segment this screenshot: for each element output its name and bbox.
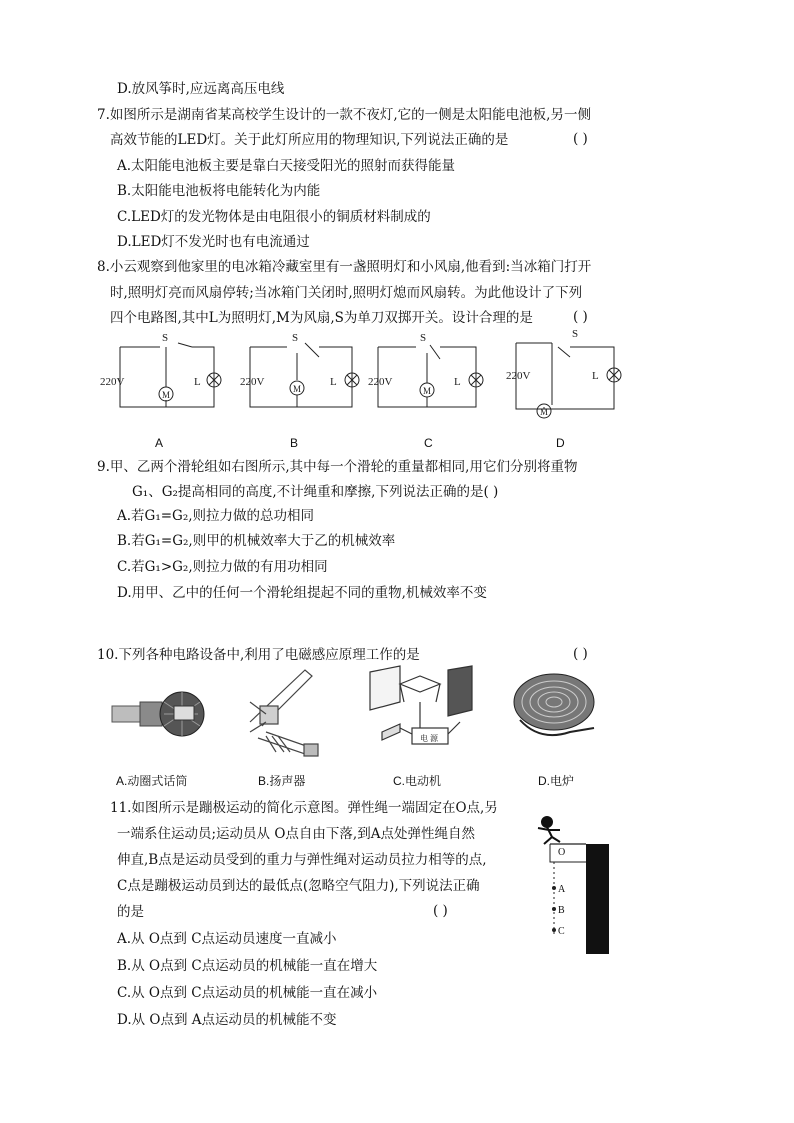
point-a-label: A (558, 884, 566, 895)
circuit-d-lamp-label: L (592, 370, 599, 382)
q11-stem-line2: 一端系住运动员;运动员从 O点自由下落,到A点处弹性绳自然 (117, 826, 475, 842)
jumper-figure (538, 817, 560, 844)
q9-option-d: D.用甲、乙中的任何一个滑轮组提起不同的重物,机械效率不变 (117, 585, 487, 601)
circuit-d-motor-label: M (540, 407, 549, 417)
microphone-image (112, 692, 204, 736)
circuit-a-lamp-label: L (194, 376, 201, 388)
circuit-a (120, 343, 221, 407)
electric-motor-image (370, 666, 472, 744)
circuit-b-lamp-label: L (330, 376, 337, 388)
q10-caption-a: A.动圈式话筒 (116, 774, 188, 788)
q10-stem: 10.下列各种电路设备中,利用了电磁感应原理工作的是 (97, 647, 420, 663)
q9-option-c: C.若G₁>G₂,则拉力做的有用功相同 (117, 559, 328, 575)
q7-answer-paren: ( ) (573, 131, 588, 147)
q11-stem-line3: 伸直,B点是运动员受到的重力与弹性绳对运动员拉力相等的点, (117, 852, 487, 868)
point-c-label: C (558, 926, 565, 937)
circuit-b-switch-label: S (292, 332, 299, 344)
q10-caption-c: C.电动机 (393, 774, 442, 788)
point-b-label: B (558, 905, 565, 916)
circuit-d (516, 343, 621, 418)
circuit-label-a: A (155, 436, 164, 450)
loudspeaker-image (250, 670, 318, 756)
q8-stem-line1: 8.小云观察到他家里的电冰箱冷藏室里有一盏照明灯和小风扇,他看到:当冰箱门打开 (97, 259, 592, 275)
q8-circuit-diagrams (100, 325, 640, 425)
q11-option-b: B.从 O点到 C点运动员的机械能一直在增大 (117, 958, 378, 974)
q7-option-d: D.LED灯不发光时也有电流通过 (117, 234, 310, 250)
electric-stove-image (514, 674, 594, 735)
q7-option-c: C.LED灯的发光物体是由电阻很小的铜质材料制成的 (117, 209, 431, 225)
q11-option-a: A.从 O点到 C点运动员速度一直减小 (117, 931, 337, 947)
point-b (552, 907, 556, 911)
q11-stem-line1: 11.如图所示是蹦极运动的简化示意图。弹性绳一端固定在O点,另 (110, 800, 498, 816)
q9-stem-line1: 9.甲、乙两个滑轮组如右图所示,其中每一个滑轮的重量都相同,用它们分别将重物 (97, 459, 578, 475)
circuit-c-motor-label: M (423, 386, 432, 396)
circuit-a-motor-label: M (162, 390, 171, 400)
q6-option-d: D.放风筝时,应远离高压电线 (117, 81, 285, 97)
circuit-d-voltage: 220V (506, 370, 531, 382)
q10-device-images (100, 662, 620, 762)
circuit-d-switch-label: S (572, 328, 579, 340)
circuit-c (378, 345, 483, 407)
q11-option-d: D.从 O点到 A点运动员的机械能不变 (117, 1012, 337, 1028)
q9-stem-line2: G₁、G₂提高相同的高度,不计绳重和摩擦,下列说法正确的是( ) (132, 484, 499, 500)
q11-answer-paren: ( ) (433, 903, 448, 919)
q9-option-b: B.若G₁=G₂,则甲的机械效率大于乙的机械效率 (117, 533, 396, 549)
circuit-b-motor-label: M (293, 384, 302, 394)
circuit-b-voltage: 220V (240, 376, 265, 388)
q8-answer-paren: ( ) (573, 309, 588, 325)
circuit-c-lamp-label: L (454, 376, 461, 388)
circuit-label-d: D (556, 436, 565, 450)
q7-option-a: A.太阳能电池板主要是靠白天接受阳光的照射而获得能量 (117, 158, 456, 174)
q7-stem-line1: 7.如图所示是湖南省某高校学生设计的一款不夜灯,它的一侧是太阳能电池板,另一侧 (97, 107, 591, 123)
q11-stem-line4: C点是蹦极运动员到达的最低点(忽略空气阻力),下列说法正确 (117, 878, 480, 894)
point-a (552, 886, 556, 890)
q7-option-b: B.太阳能电池板将电能转化为内能 (117, 183, 321, 199)
circuit-label-c: C (424, 436, 433, 450)
q11-option-c: C.从 O点到 C点运动员的机械能一直在减小 (117, 985, 378, 1001)
circuit-b (250, 343, 359, 407)
circuit-c-voltage: 220V (368, 376, 393, 388)
q11-stem-line5: 的是 (117, 904, 144, 920)
motor-battery-label: 电 源 (420, 734, 438, 743)
q7-stem-line2: 高效节能的LED灯。关于此灯所应用的物理知识,下列说法正确的是 (110, 132, 509, 148)
circuit-c-switch-label: S (420, 332, 427, 344)
q10-answer-paren: ( ) (573, 646, 588, 662)
q8-stem-line3: 四个电路图,其中L为照明灯,M为风扇,S为单刀双掷开关。设计合理的是 (110, 310, 533, 326)
q10-caption-d: D.电炉 (538, 774, 575, 788)
q10-caption-b: B.扬声器 (258, 774, 306, 788)
circuit-a-switch-label: S (162, 332, 169, 344)
q9-option-a: A.若G₁=G₂,则拉力做的总功相同 (117, 508, 315, 524)
circuit-label-b: B (290, 436, 299, 450)
q8-stem-line2: 时,照明灯亮而风扇停转;当冰箱门关闭时,照明灯熄而风扇转。为此他设计了下列 (110, 285, 583, 301)
point-o-label: O (558, 847, 566, 858)
circuit-a-voltage: 220V (100, 376, 125, 388)
point-c (552, 928, 556, 932)
bungee-diagram (520, 812, 620, 957)
cliff-wall (586, 844, 609, 954)
